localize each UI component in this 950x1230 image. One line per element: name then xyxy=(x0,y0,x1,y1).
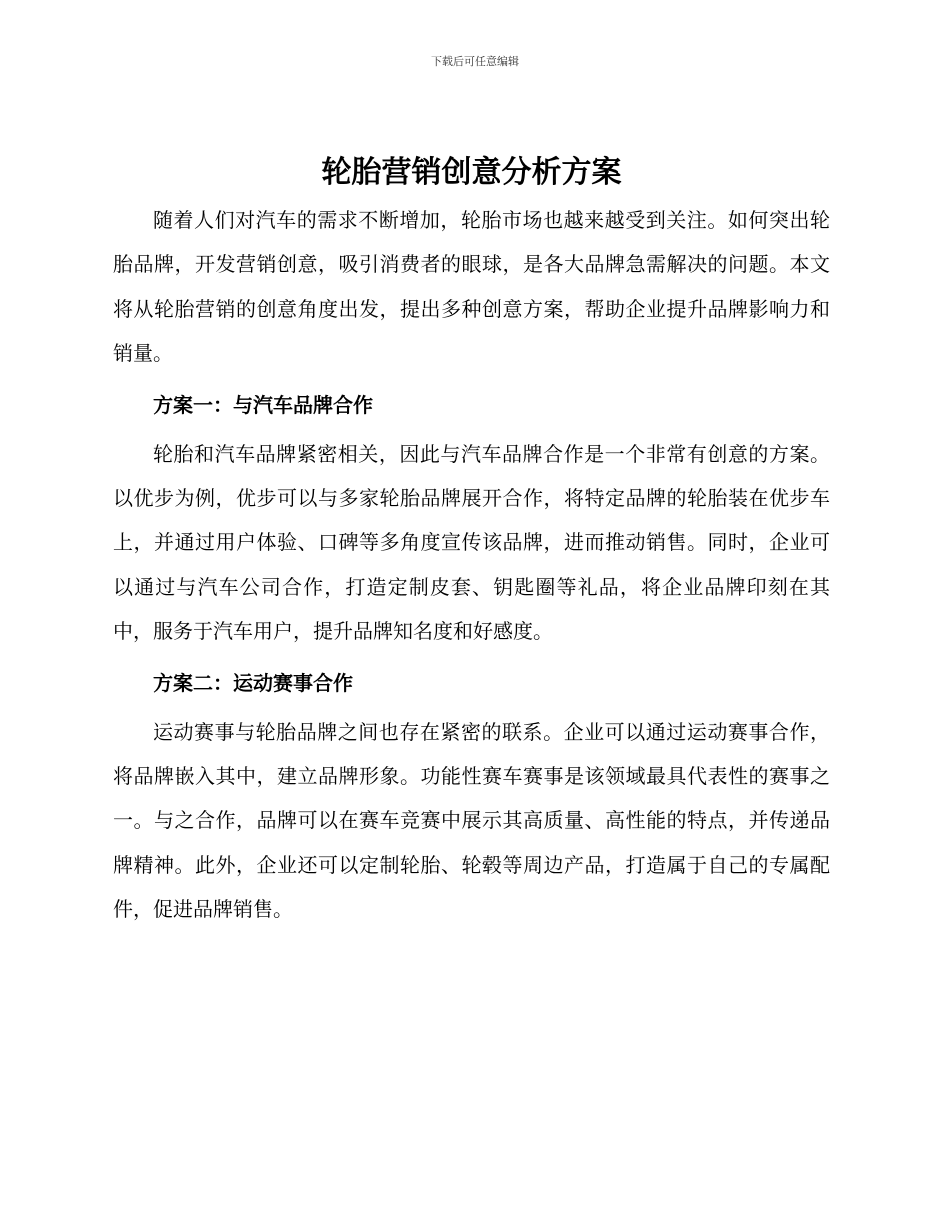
intro-paragraph: 随着人们对汽车的需求不断增加，轮胎市场也越来越受到关注。如何突出轮胎品牌，开发营销创意，吸引消费者的眼球，是各大品牌急需解决的问题。本文将从轮胎营销的创意角度出发，提出多种创意方案，帮助企业提升品牌影响力和销量。 xyxy=(113,208,830,366)
section-paragraph: 运动赛事与轮胎品牌之间也存在紧密的联系。企业可以通过运动赛事合作，将品牌嵌入其中，建立品牌形象。功能性赛车赛事是该领域最具代表性的赛事之一。与之合作，品牌可以在赛车竞赛中展示其高质量、高性能的特点，并传递品牌精神。此外，企业还可以定制轮胎、轮毂等周边产品，打造属于自己的专属配件，促进品牌销售。 xyxy=(113,719,830,922)
section-paragraph: 轮胎和汽车品牌紧密相关，因此与汽车品牌合作是一个非常有创意的方案。以优步为例，优步可以与多家轮胎品牌展开合作，将特定品牌的轮胎装在优步车上，并通过用户体验、口碑等多角度宣传该品牌，进而推动销售。同时，企业可以通过与汽车公司合作，打造定制皮套、钥匙圈等礼品，将企业品牌印刻在其中，服务于汽车用户，提升品牌知名度和好感度。 xyxy=(113,441,830,644)
section-heading: 方案二：运动赛事合作 xyxy=(153,670,353,695)
document-body xyxy=(113,148,830,932)
section-2 xyxy=(113,654,830,932)
document-title: 轮胎营销创意分析方案 xyxy=(321,155,622,190)
header-note: 下载后可任意编辑 xyxy=(431,55,519,68)
section-heading: 方案一：与汽车品牌合作 xyxy=(153,392,373,417)
section-1 xyxy=(113,376,830,654)
